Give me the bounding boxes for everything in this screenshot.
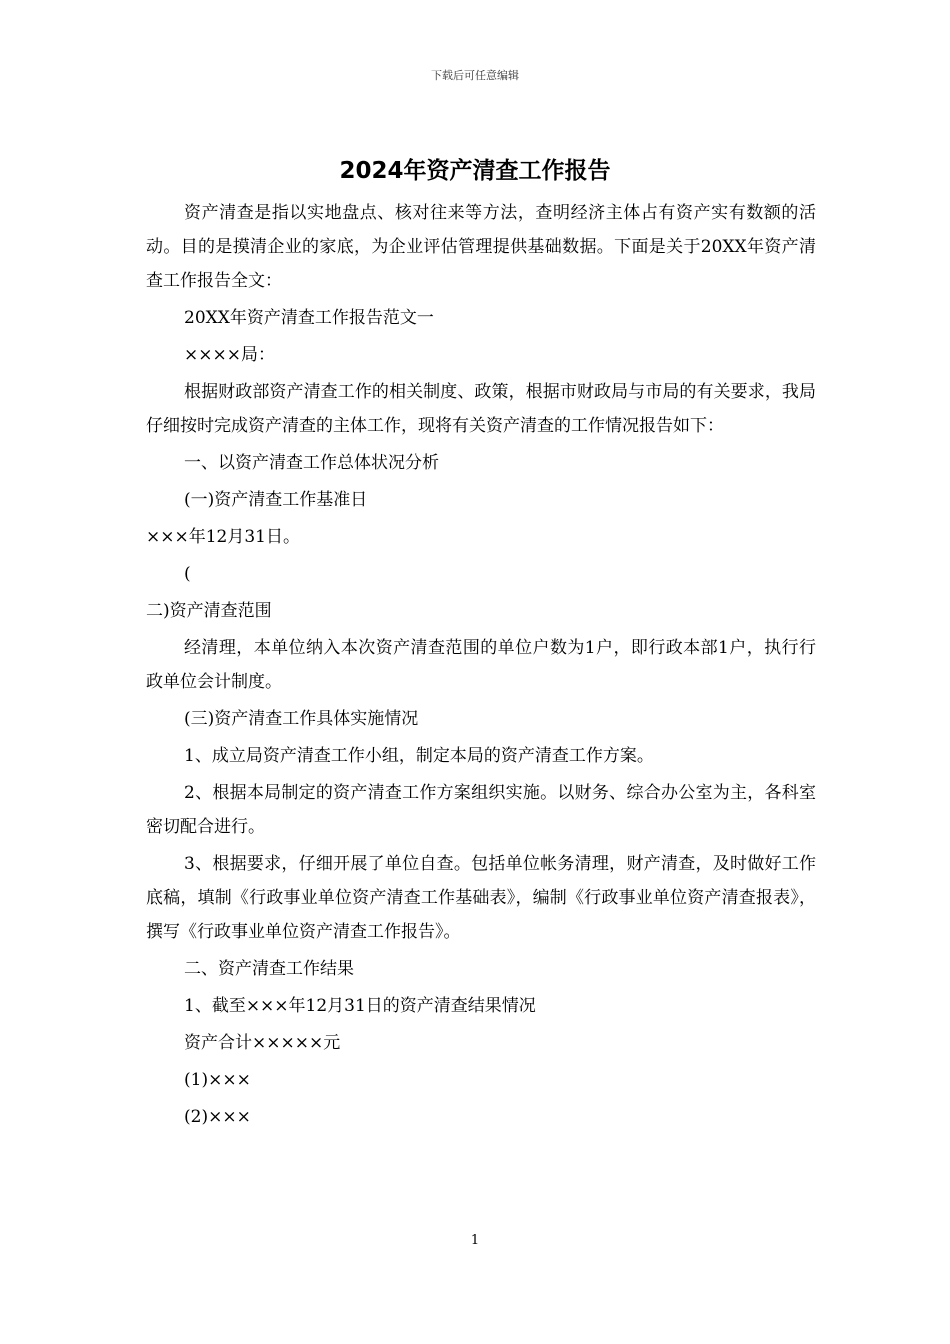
paragraph-subtitle: 20XX年资产清查工作报告范文一 [184, 308, 434, 328]
section-heading-1: 一、以资产清查工作总体状况分析 [184, 453, 439, 473]
paragraph-basis: 根据财政部资产清查工作的相关制度、政策，根据市财政局与市局的有关要求，我局仔细按时完成资产清查的主体工作，现将有关资产清查的工作情况报告如下： [146, 382, 816, 436]
paragraph-item-2: (2)××× [184, 1107, 251, 1127]
paragraph-bracket: ( [184, 564, 191, 584]
subsection-heading-1: (一)资产清查工作基准日 [184, 490, 368, 510]
subsection-heading-3: (三)资产清查工作具体实施情况 [184, 709, 419, 729]
paragraph-intro: 资产清查是指以实地盘点、核对往来等方法，查明经济主体占有资产实有数额的活动。目的是摸清企业的家底，为企业评估管理提供基础数据。下面是关于20XX年资产清查工作报告全文： [146, 203, 816, 291]
list-item-1: 1、成立局资产清查工作小组，制定本局的资产清查工作方案。 [184, 746, 654, 766]
document-body [146, 196, 816, 1137]
page-header-note: 下载后可任意编辑 [431, 69, 519, 82]
paragraph-result-date: 1、截至×××年12月31日的资产清查结果情况 [184, 996, 536, 1016]
section-heading-2: 二、资产清查工作结果 [184, 959, 354, 979]
paragraph-base-date: ×××年12月31日。 [146, 527, 300, 547]
page-number: 1 [470, 1233, 480, 1248]
subsection-heading-2: 二)资产清查范围 [146, 601, 272, 621]
paragraph-salutation: ××××局： [184, 345, 275, 365]
paragraph-scope: 经清理，本单位纳入本次资产清查范围的单位户数为1户，即行政本部1户，执行行政单位会计制度。 [146, 638, 816, 692]
list-item-2: 2、根据本局制定的资产清查工作方案组织实施。以财务、综合办公室为主，各科室密切配合进行。 [146, 783, 816, 837]
document-title: 2024年资产清查工作报告 [339, 158, 611, 184]
paragraph-asset-total: 资产合计×××××元 [184, 1033, 341, 1053]
paragraph-item-1: (1)××× [184, 1070, 251, 1090]
list-item-3: 3、根据要求，仔细开展了单位自查。包括单位帐务清理，财产清查，及时做好工作底稿，填制《行政事业单位资产清查工作基础表》，编制《行政事业单位资产清查报表》，撰写《行政事业单位资产清查工作报告》。 [146, 854, 816, 942]
